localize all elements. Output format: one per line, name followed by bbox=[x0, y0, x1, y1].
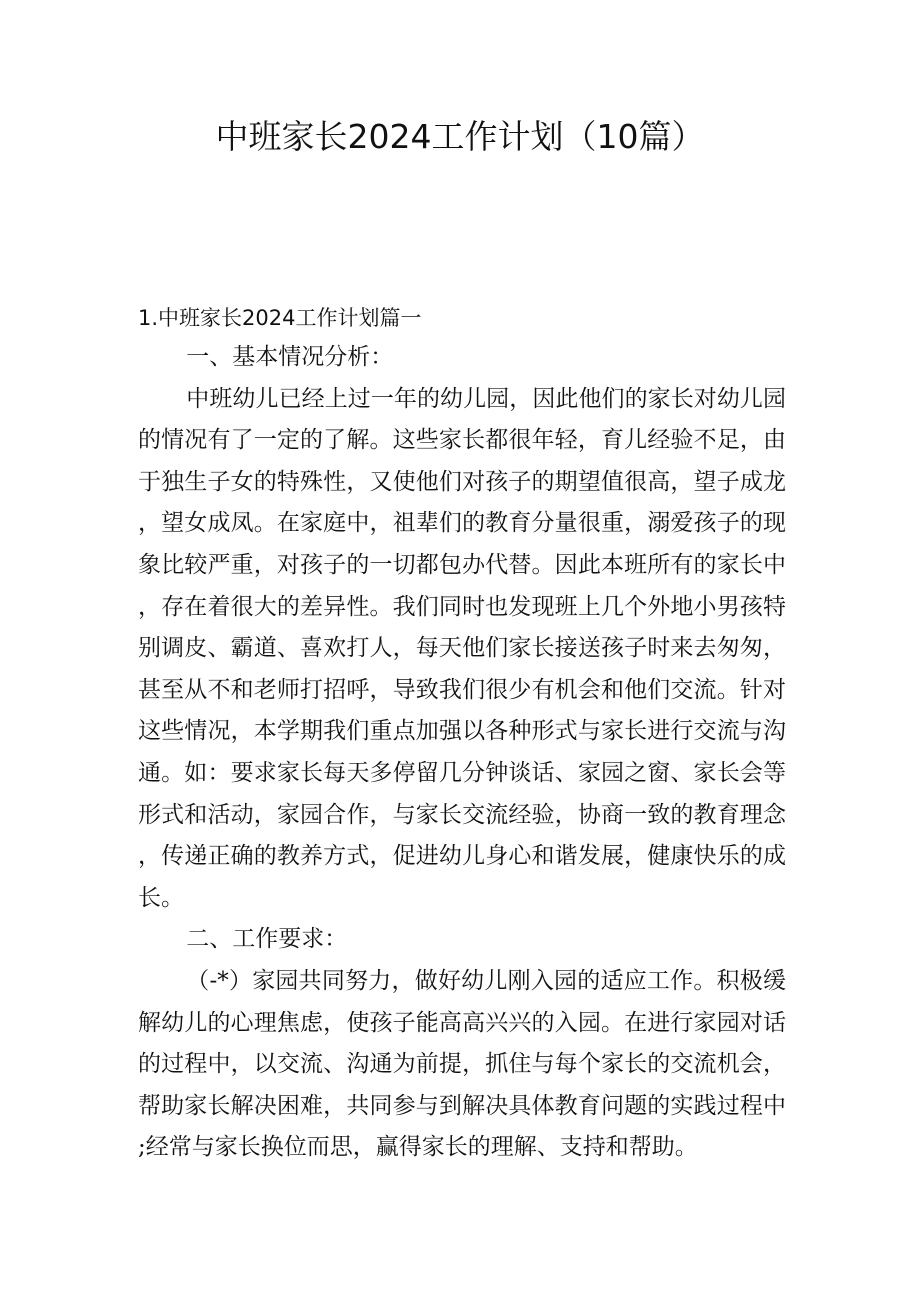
paragraph-heading-work-requirements: 二、工作要求： bbox=[186, 926, 348, 953]
section-heading: 1.中班家长2024工作计划篇一 bbox=[138, 306, 422, 330]
document-body bbox=[138, 337, 786, 1169]
paragraph-heading-basic-analysis: 一、基本情况分析： bbox=[186, 344, 394, 370]
paragraph-work-requirement-1: （-*）家园共同努力，做好幼儿刚入园的适应工作。积极缓解幼儿的心理焦虑，使孩子能高高兴兴的入园。在进行家园对话的过程中，以交流、沟通为前提，抓住与每个家长的交流机会，帮助家长解决困难，共同参与到解决具体教育问题的实践过程中;经常与家长换位而思，赢得家长的理解、支持和帮助。 bbox=[138, 967, 786, 1161]
document-title: 中班家长2024工作计划（10篇） bbox=[215, 117, 705, 156]
paragraph-basic-analysis: 中班幼儿已经上过一年的幼儿园，因此他们的家长对幼儿园的情况有了一定的了解。这些家长都很年轻，育儿经验不足，由于独生子女的特殊性，又使他们对孩子的期望值很高，望子成龙，望女成凤。在家庭中，祖辈们的教育分量很重，溺爱孩子的现象比较严重，对孩子的一切都包办代替。因此本班所有的家长中，存在着很大的差异性。我们同时也发现班上几个外地小男孩特别调皮、霸道、喜欢打人，每天他们家长接送孩子时来去匆匆，甚至从不和老师打招呼，导致我们很少有机会和他们交流。针对这些情况，本学期我们重点加强以各种形式与家长进行交流与沟通。如：要求家长每天多停留几分钟谈话、家园之窗、家长会等形式和活动，家园合作，与家长交流经验，协商一致的教育理念，传递正确的教养方式，促进幼儿身心和谐发展，健康快乐的成长。 bbox=[138, 385, 786, 911]
